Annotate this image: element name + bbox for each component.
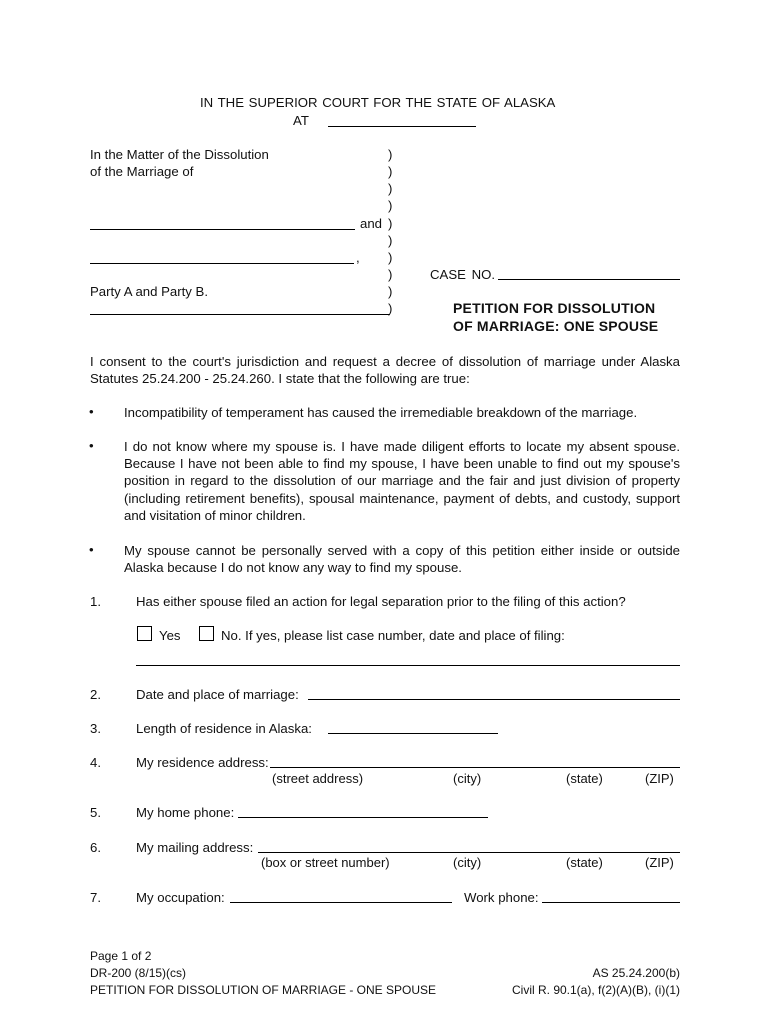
residence-address-field[interactable]: [270, 767, 680, 768]
caption-bottom-rule: [90, 314, 390, 315]
marriage-date-place-label: Date and place of marriage:: [136, 687, 299, 702]
caption-paren: ): [388, 147, 393, 162]
bullet-service: My spouse cannot be personally served with a copy of this petition either inside or outside Alaska because I do not know any way to find my spouse.: [124, 543, 680, 576]
and-label: and: [360, 216, 383, 231]
bullet-symbol: •: [89, 542, 94, 557]
item-3-number: 3.: [90, 721, 101, 736]
bullet-symbol: •: [89, 438, 94, 453]
home-phone-label: My home phone:: [136, 805, 235, 820]
form-number: DR-200 (8/15)(cs): [90, 966, 187, 980]
residence-length-label: Length of residence in Alaska:: [136, 721, 312, 736]
intro-paragraph: I consent to the court's jurisdiction and request a decree of dissolution of marriage under Alaska Statutes 25.24.200 - 25.24.260. I state that the following are true:: [90, 354, 680, 387]
caption-paren: ): [388, 216, 393, 231]
item-6-number: 6.: [90, 840, 101, 855]
item-4-number: 4.: [90, 755, 101, 770]
caption-paren: ): [388, 164, 393, 179]
form-title-footer: PETITION FOR DISSOLUTION OF MARRIAGE - ONE SPOUSE: [90, 983, 437, 997]
no-label: No. If yes, please list case number, date and place of filing:: [221, 628, 565, 643]
work-phone-label: Work phone:: [464, 890, 539, 905]
box-street-caption: (box or street number): [261, 855, 390, 870]
parties-label: Party A and Party B.: [90, 284, 209, 299]
party-b-name-field[interactable]: [90, 263, 354, 264]
caption-paren: ): [388, 233, 393, 248]
document-title-line-1: PETITION FOR DISSOLUTION: [453, 300, 656, 316]
item-1-question: Has either spouse filed an action for legal separation prior to the filing of this action?: [136, 594, 626, 609]
item-1-number: 1.: [90, 594, 101, 609]
yes-label: Yes: [159, 628, 181, 643]
caption-paren: ): [388, 267, 393, 282]
document-title-line-2: OF MARRIAGE: ONE SPOUSE: [453, 318, 659, 334]
state-caption: (state): [566, 771, 603, 786]
court-title: IN THE SUPERIOR COURT FOR THE STATE OF ALASKA: [200, 95, 556, 110]
page-number: Page 1 of 2: [90, 949, 152, 963]
state-caption: (state): [566, 855, 603, 870]
party-a-name-field[interactable]: [90, 229, 355, 230]
at-label: AT: [293, 113, 309, 128]
home-phone-field[interactable]: [238, 817, 488, 818]
mailing-address-field[interactable]: [258, 852, 680, 853]
case-number-field[interactable]: [498, 279, 680, 280]
statute-reference: AS 25.24.200(b): [592, 966, 680, 980]
caption-paren: ): [388, 181, 393, 196]
yes-checkbox[interactable]: [137, 626, 152, 641]
item-7-number: 7.: [90, 890, 101, 905]
item-2-number: 2.: [90, 687, 101, 702]
caption-paren: ): [388, 301, 393, 316]
occupation-label: My occupation:: [136, 890, 225, 905]
zip-caption: (ZIP): [645, 855, 674, 870]
comma: ,: [356, 250, 360, 265]
bullet-symbol: •: [89, 404, 94, 419]
matter-line-2: of the Marriage of: [90, 164, 194, 179]
street-address-caption: (street address): [272, 771, 364, 786]
court-location-field[interactable]: [328, 126, 476, 127]
prior-filing-details-field[interactable]: [136, 665, 680, 666]
zip-caption: (ZIP): [645, 771, 674, 786]
bullet-incompatibility: Incompatibility of temperament has caused the irremediable breakdown of the marriage.: [124, 405, 638, 420]
occupation-field[interactable]: [230, 902, 452, 903]
residence-length-field[interactable]: [328, 733, 498, 734]
bullet-diligent-efforts: I do not know where my spouse is. I have made diligent efforts to locate my absent spouse. Because I have not been able to find my spouse, I have been unable to find out my spouse's position in regard to the dissolution of our marriage and the fair and just division of property (including retirement benefits), spousal maintenance, payment of debts, and custody, support and visitation of minor children.: [124, 439, 680, 523]
matter-line-1: In the Matter of the Dissolution: [90, 147, 269, 162]
mailing-address-label: My mailing address:: [136, 840, 254, 855]
caption-paren: ): [388, 284, 393, 299]
city-caption: (city): [453, 855, 482, 870]
caption-paren: ): [388, 198, 393, 213]
city-caption: (city): [453, 771, 482, 786]
civil-rule-reference: Civil R. 90.1(a), f(2)(A)(B), (i)(1): [511, 983, 680, 997]
item-5-number: 5.: [90, 805, 101, 820]
caption-paren: ): [388, 250, 393, 265]
case-no-label: CASE NO.: [430, 267, 496, 282]
marriage-date-place-field[interactable]: [308, 699, 680, 700]
residence-address-label: My residence address:: [136, 755, 269, 770]
no-checkbox[interactable]: [199, 626, 214, 641]
work-phone-field[interactable]: [542, 902, 680, 903]
